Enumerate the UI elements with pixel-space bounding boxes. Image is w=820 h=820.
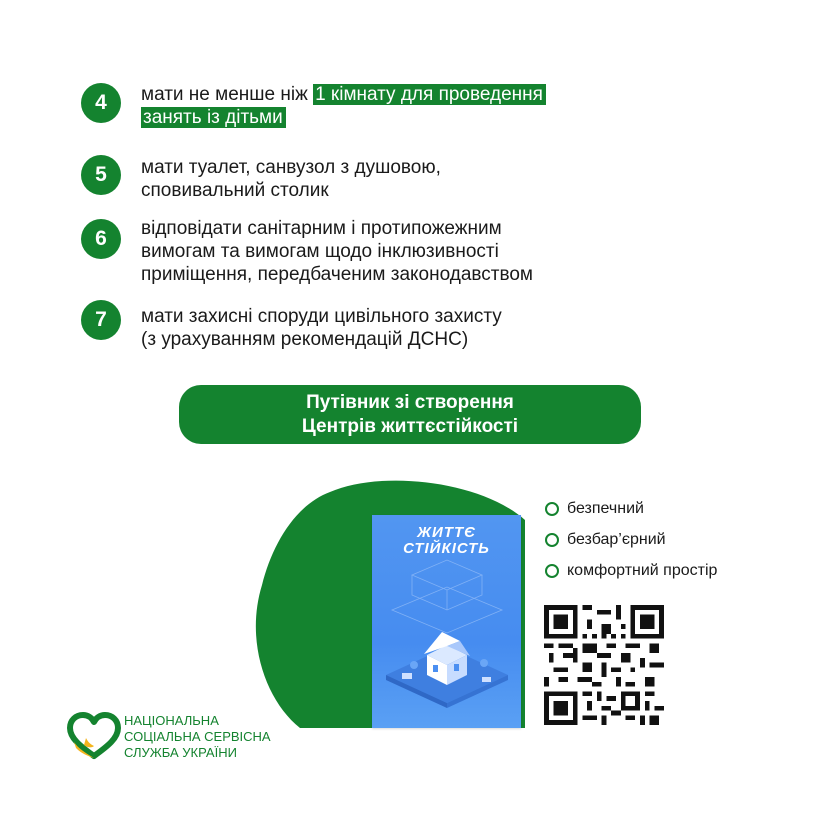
- guide-banner: Путівник зі створення Центрів життєстійкості: [179, 385, 641, 444]
- requirement-text-4: мати не менше ніж 1 кімнату для проведення занять із дітьми: [141, 83, 641, 129]
- number-badge-7: 7: [81, 300, 121, 340]
- circle-outline-icon: [545, 564, 559, 578]
- feature-list: [545, 500, 717, 593]
- requirement-text-7: мати захисні споруди цивільного захисту (з урахуванням рекомендацій ДСНС): [141, 306, 502, 350]
- qr-code[interactable]: [544, 605, 664, 725]
- circle-outline-icon: [545, 502, 559, 516]
- feature-item: комфортний простір: [545, 562, 717, 593]
- guide-book-cover: [372, 515, 521, 728]
- number-badge-5: 5: [81, 155, 121, 195]
- heart-hands-logo: [66, 712, 122, 762]
- highlight-text: 1 кімнату для проведення: [313, 84, 546, 105]
- feature-item: безбар’єрний: [545, 531, 717, 562]
- house-illustration: [372, 515, 521, 728]
- organization-name: НАЦІОНАЛЬНА СОЦІАЛЬНА СЕРВІСНА СЛУЖБА УКРАЇНИ: [124, 713, 271, 760]
- number-badge-6: 6: [81, 219, 121, 259]
- requirement-text-5: мати туалет, санвузол з душовою, сповивальний столик: [141, 157, 441, 201]
- highlight-text: занять із дітьми: [141, 107, 286, 128]
- number-badge-4: 4: [81, 83, 121, 123]
- circle-outline-icon: [545, 533, 559, 547]
- feature-item: безпечний: [545, 500, 717, 531]
- book-title: ЖИТТЄ СТІЙКІСТЬ: [403, 524, 490, 557]
- requirement-text-6: відповідати санітарним і протипожежним вимогам та вимогам щодо інклюзивності приміщення, передбаченим законодавством: [141, 218, 533, 285]
